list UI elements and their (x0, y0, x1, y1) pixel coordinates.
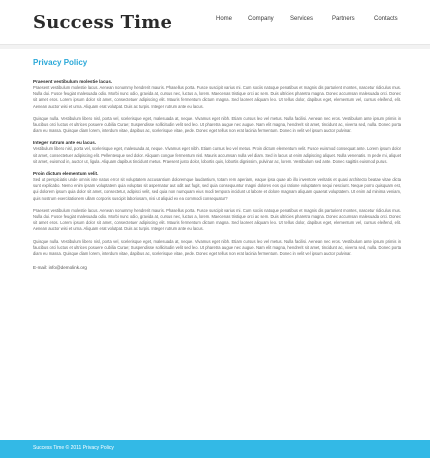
email-link[interactable]: info@demolink.org (48, 265, 87, 271)
nav-company[interactable]: Company (248, 16, 274, 22)
section-heading: Integer rutrum ante eu lacus. (33, 140, 97, 146)
nav-partners[interactable]: Partners (332, 16, 355, 22)
section-heading: Praesent vestibulum molestie lacus. (33, 79, 113, 84)
main-content (33, 58, 401, 270)
paragraph: Praesent vestibulum molestie lacus. Aenean nonummy hendrerit mauris. Phasellus porta. Fusce suscipit varius mi. Cum sociis natoque penatibus et magnis dis parturient montes, nascetur ridiculus mus. Nulla dui. Fusce feugiat malesuada odio. Morbi nunc odio, gravida at, cursus nec, luctus a, lorem. Maecenas tristique orci ac sem. Duis ultricies pharetra magna. Donec accumsan malesuada orci. Donec sit amet eros. Lorem ipsum dolor sit amet, consectetuer adipiscing elit. Mauris fermentum dictum magna. Sed laoreet aliquam leo. Ut tellus dolor, dapibus eget, elementum vel, cursus eleifend, elit. Aenean auctor wisi et urna. Aliquam erat volutpat. Duis ac turpis. Integer rutrum ante eu lacus. (33, 85, 401, 109)
section-heading: Proin dictum elementum velit. (33, 171, 99, 177)
header-stripe (0, 45, 430, 49)
paragraph: Quisque nulla. Vestibulum libero nisl, porta vel, scelerisque eget, malesuada at, neque. Vivamus eget nibh. Etiam cursus leo vel metus. Nulla facilisi. Aenean nec eros. Vestibulum ante ipsum primis in faucibus orci luctus et ultrices posuere cubilia Curae; Suspendisse sollicitudin velit sed leo. Ut pharetra augue nec augue. Nam elit magna, hendrerit sit amet, tincidunt ac, viverra sed, nulla. Donec porta diam eu massa. Quisque diam lorem, interdum vitae, dapibus ac, scelerisque vitae, pede. Donec eget tellus non erat lacinia fermentum. Donec in velit vel ipsum auctor pulvinar. (33, 238, 401, 257)
nav-contacts[interactable]: Contacts (374, 16, 398, 22)
contact-email (33, 265, 401, 270)
site-header (0, 0, 430, 45)
paragraph: Sed ut perspiciatis unde omnis iste natus error sit voluptatem accusantium doloremque laudantium, totam rem aperiam, eaque ipsa quae ab illo inventore veritatis et quasi architecto beatae vitae dicta sunt explicabo. Nemo enim ipsam voluptatem quia voluptas sit aspernatur aut odit aut fugit, sed quia consequuntur magni dolores eos qui ratione voluptatem sequi nesciunt. Neque porro quisquam est, qui dolorem ipsum quia dolor sit amet, consectetur, adipisci velit, sed quia non numquam eius modi tempora incidunt ut labore et dolore magnam aliquam quaerat voluptatem. Ut enim ad minima veniam, quis nostrum exercitationem ullam corporis suscipit laboriosam, nisi ut aliquid ex ea commodi consequatur? (33, 177, 401, 201)
email-label: E-mail: (33, 265, 48, 271)
paragraph: Praesent vestibulum molestie lacus. Aenean nonummy hendrerit mauris. Phasellus porta. Fusce suscipit varius mi. Cum sociis natoque penatibus et magnis dis parturient montes, nascetur ridiculus mus. Nulla dui. Fusce feugiat malesuada odio. Morbi nunc odio, gravida at, cursus nec, luctus a, lorem. Maecenas tristique orci ac sem. Duis ultricies pharetra magna. Donec accumsan malesuada orci. Donec sit amet eros. Lorem ipsum dolor sit amet, consectetuer adipiscing elit. Mauris fermentum dictum magna. Sed laoreet aliquam leo. Ut tellus dolor, dapibus eget, elementum vel, cursus eleifend, elit. Aenean auctor wisi et urna. Aliquam erat volutpat. Duis ac turpis. Integer rutrum ante eu lacus. (33, 207, 401, 232)
nav-services[interactable]: Services (290, 16, 314, 22)
paragraph: Vestibulum libero nisl, porta vel, scelerisque eget, malesuada at, neque. Vivamus eget nibh. Etiam cursus leo vel metus. Proin dictum elementum velit. Fusce euismod consequat ante. Lorem ipsum dolor sit amet, consectetuer adipiscing elit. Pellentesque sed dolor. Aliquam congue fermentum nisl. Mauris accumsan nulla vel diam. Sed in lacus ut enim adipiscing aliquet. Nulla venenatis. In pede mi, aliquet sit amet, euismod in, auctor ut, ligula. Aliquam dapibus tincidunt metus. Praesent justo dolor, lobortis quis, lobortis dignissim, pulvinar ac, lorem. Vestibulum sed ante. Donec sagittis euismod purus. (33, 146, 401, 164)
nav-home[interactable]: Home (216, 16, 233, 22)
site-footer (0, 440, 430, 458)
site-logo[interactable]: Success Time (33, 12, 173, 33)
main-nav (0, 16, 430, 28)
page-title: Privacy Policy (33, 58, 88, 67)
paragraph: Quisque nulla. Vestibulum libero nisl, porta vel, scelerisque eget, malesuada at, neque. Vivamus eget nibh. Etiam cursus leo vel metus. Nulla facilisi. Aenean nec eros. Vestibulum ante ipsum primis in faucibus orci luctus et ultrices posuere cubilia Curae; Suspendisse sollicitudin velit sed leo. Ut pharetra augue nec augue. Nam elit magna, hendrerit sit amet, tincidunt ac, viverra sed, nulla. Donec porta diam eu massa. Quisque diam lorem, interdum vitae, dapibus ac, scelerisque vitae, pede. Donec eget tellus non erat lacinia fermentum. Donec in velit vel ipsum auctor pulvinar. (33, 115, 401, 134)
footer-text: Success Time © 2011 Privacy Policy (33, 445, 114, 451)
